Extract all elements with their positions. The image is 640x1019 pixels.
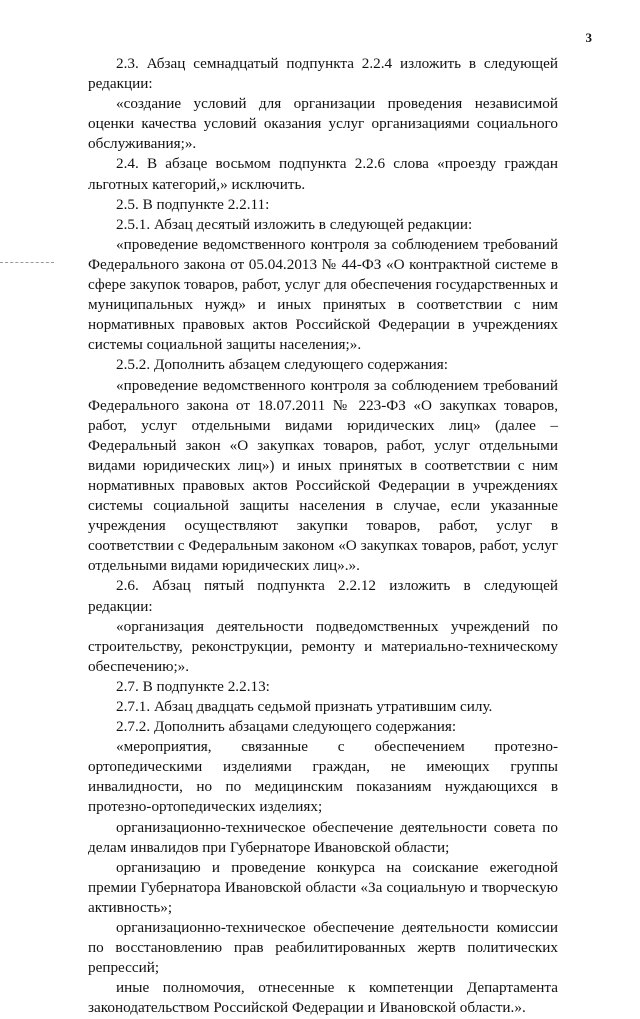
paragraph: «проведение ведомственного контроля за соблюдением требований Федерального закона от 18.07.2011 № 223-ФЗ «О закупках товаров, работ, услуг отдельными видами юридических лиц» (далее – Федеральный закон «О закупках товаров, работ, услуг отдельными видами юридических лиц») и иных принятых в соответствии с ним нормативных правовых актов Российской Федерации в учреждениях системы социальной защиты населения в случае, если указанные учреждения осуществляют закупки товаров, работ, услуг в соответствии с Федеральным законом «О закупках товаров, работ, услуг отдельными видами юридических лиц».». [88,376,558,575]
paragraph: организационно-техническое обеспечение деятельности комиссии по восстановлению прав реабилитированных жертв политических репрессий; [88,919,558,977]
paragraph: иные полномочия, отнесенные к компетенции Департамента законодательством Российской Федерации и Ивановской области.». [88,979,558,1017]
paragraph: 2.7. В подпункте 2.2.13: [116,677,270,695]
paragraph: 2.7.1. Абзац двадцать седьмой признать утратившим силу. [116,698,493,715]
paragraph: «организация деятельности подведомственных учреждений по строительству, реконструкции, ремонту и материально-техническому обеспечению;». [88,617,558,675]
page-number: 3 [585,30,592,45]
paragraph: 2.3. Абзац семнадцатый подпункта 2.2.4 изложить в следующей редакции: [88,55,558,93]
paragraph: 2.5.2. Дополнить абзацем следующего содержания: [116,356,448,374]
paragraph: 2.5.1. Абзац десятый изложить в следующей редакции: [116,215,473,233]
paragraph: 2.7.2. Дополнить абзацами следующего содержания: [116,718,457,736]
paragraph: 2.6. Абзац пятый подпункта 2.2.12 изложить в следующей редакции: [88,577,558,615]
paragraph: «создание условий для организации проведения независимой оценки качества условий оказания услуг организациями социального обслуживания;». [88,95,558,153]
document-body [88,54,558,1019]
paragraph: 2.5. В подпункте 2.2.11: [116,195,270,213]
paragraph: «проведение ведомственного контроля за соблюдением требований Федерального закона от 05.04.2013 № 44-ФЗ «О контрактной системе в сфере закупок товаров, работ, услуг для обеспечения государственных и муниципальных нужд» и иных принятых в соответствии с ним нормативных правовых актов Российской Федерации в учреждениях системы социальной защиты населения;». [88,235,558,354]
paragraph: 2.4. В абзаце восьмом подпункта 2.2.6 слова «проезду граждан льготных категорий,» исключить. [88,155,558,193]
paragraph: организацию и проведение конкурса на соискание ежегодной премии Губернатора Ивановской области «За социальную и творческую активность»; [88,858,558,916]
paragraph: «мероприятия, связанные с обеспечением протезно-ортопедическими изделиями граждан, не имеющих группы инвалидности, но по медицинским показаниям нуждающихся в протезно-ортопедических изделиях; [88,738,558,816]
paragraph: организационно-техническое обеспечение деятельности совета по делам инвалидов при Губернаторе Ивановской области; [88,818,558,856]
scan-margin-mark [0,262,54,264]
